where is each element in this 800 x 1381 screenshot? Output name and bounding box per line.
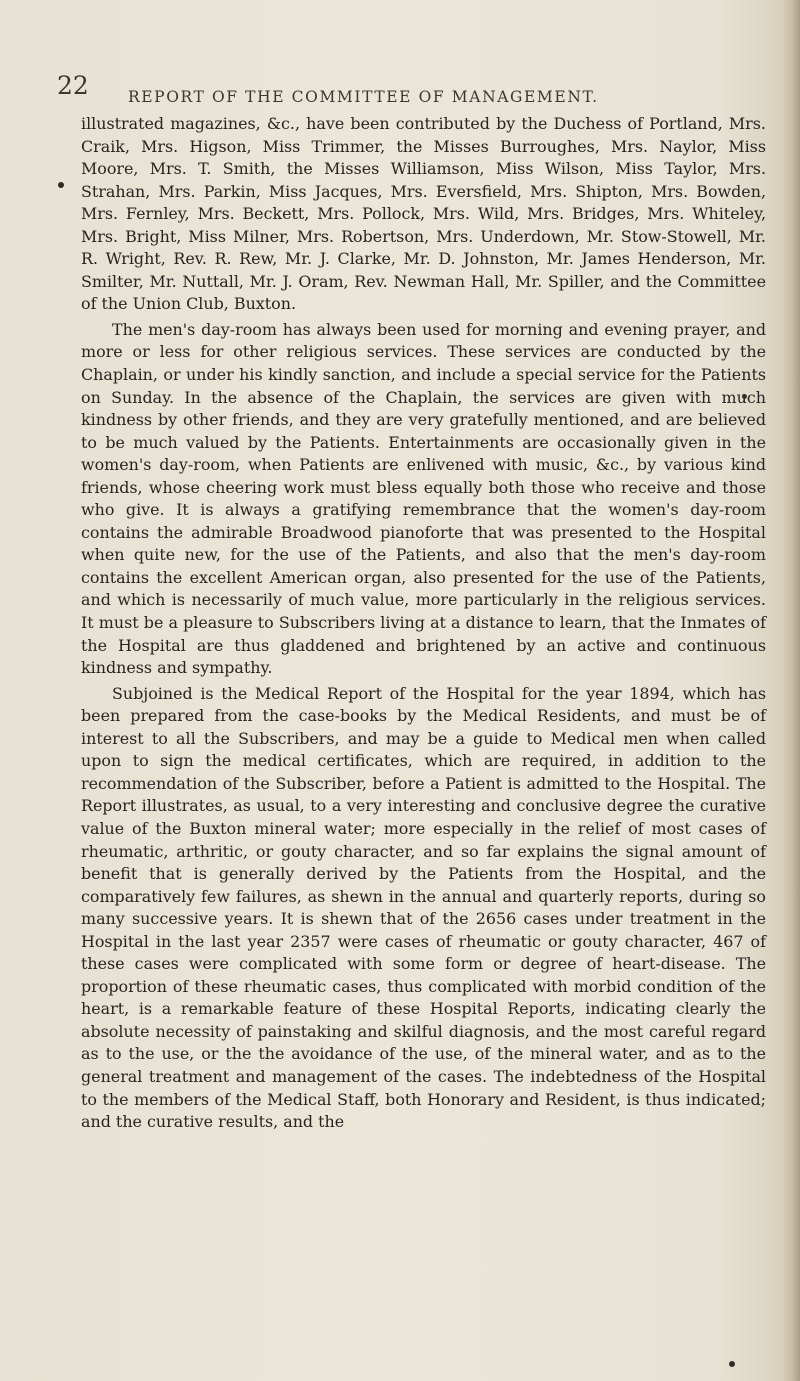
paragraph-contributors: illustrated magazines, &c., have been contributed by the Duchess of Portland, Mrs. Craik, Mrs. Higson, Miss Trimmer, the Misses Burroughes, Mrs. Naylor, Miss Moore, Mrs. T. Smith, the Misses Williamson, Miss Wilson, Miss Taylor, Mrs. Strahan, Mrs. Parkin, Miss Jacques, Mrs. Eversfield, Mrs. Shipton, Mrs. Bowden, Mrs. Fernley, Mrs. Beckett, Mrs. Pollock, Mrs. Wild, Mrs. Bridges, Mrs. Whiteley, Mrs. Bright, Miss Milner, Mrs. Robertson, Mrs. Underdown, Mr. Stow-Stowell, Mr. R. Wright, Rev. R. Rew, Mr. J. Clarke, Mr. D. Johnston, Mr. James Henderson, Mr. Smilter, Mr. Nuttall, Mr. J. Oram, Rev. Newman Hall, Mr. Spiller, and the Committee of the Union Club, Buxton.	[81, 114, 766, 314]
paragraph-day-room: The men's day-room has always been used for morning and evening prayer, and more or less for other religious services. These services are conducted by the Chaplain, or under his kindly sanction, and include a special service for the Patients on Sunday. In the absence of the Chaplain, the services are given with much kindness by other friends, and they are very gratefully mentioned, and are believed to be much valued by the Patients. Entertainments are occasionally given in the women's day-room, when Patients are enlivened with music, &c., by various kind friends, whose cheering work must bless equally both those who receive and those who give. It is always a gratifying remembrance that the women's day-room contains the admirable Broadwood pianoforte that was presented to the Hospital when quite new, for the use of the Patients, and also that the men's day-room contains the excellent American organ, also presented for the use of the Patients, and which is necessarily of much value, more particularly in the religious services. It must be a pleasure to Subscribers living at a distance to learn, that the Inmates of the Hospital are thus gladdened and brightened by an active and continuous kindness and sympathy.	[81, 319, 766, 678]
running-title: REPORT OF THE COMMITTEE OF MANAGEMENT.	[128, 88, 599, 106]
page-edge-shadow	[782, 0, 800, 1381]
margin-dot-mark	[729, 1361, 735, 1367]
page-number: 22	[57, 71, 89, 100]
margin-dot-mark	[58, 182, 64, 188]
body-text	[81, 113, 766, 1137]
paragraph-medical-report: Subjoined is the Medical Report of the Hospital for the year 1894, which has been prepared from the case-books by the Medical Residents, and must be of interest to all the Subscribers, and may be a guide to Medical men when called upon to sign the medical certificates, which are required, in addition to the recommendation of the Subscriber, before a Patient is admitted to the Hospital. The Report illustrates, as usual, to a very interesting and conclusive degree the curative value of the Buxton mineral water; more especially in the relief of most cases of rheumatic, arthritic, or gouty character, and so far explains the signal amount of benefit that is generally derived by the Patients from the Hospital, and the comparatively few failures, as shewn in the annual and quarterly reports, during so many successive years. It is shewn that of the 2656 cases under treatment in the Hospital in the last year 2357 were cases of rheumatic or gouty character, 467 of these cases were complicated with some form or degree of heart-disease. The proportion of these rheumatic cases, thus complicated with morbid condition of the heart, is a remarkable feature of these Hospital Reports, indicating clearly the absolute necessity of painstaking and skilful diagnosis, and the most careful regard as to the use, or the the avoidance of the use, of the mineral water, and as to the general treatment and management of the cases. The indebtedness of the Hospital to the members of the Medical Staff, both Honorary and Resident, is thus indicated; and the curative results, and the	[81, 683, 766, 1132]
